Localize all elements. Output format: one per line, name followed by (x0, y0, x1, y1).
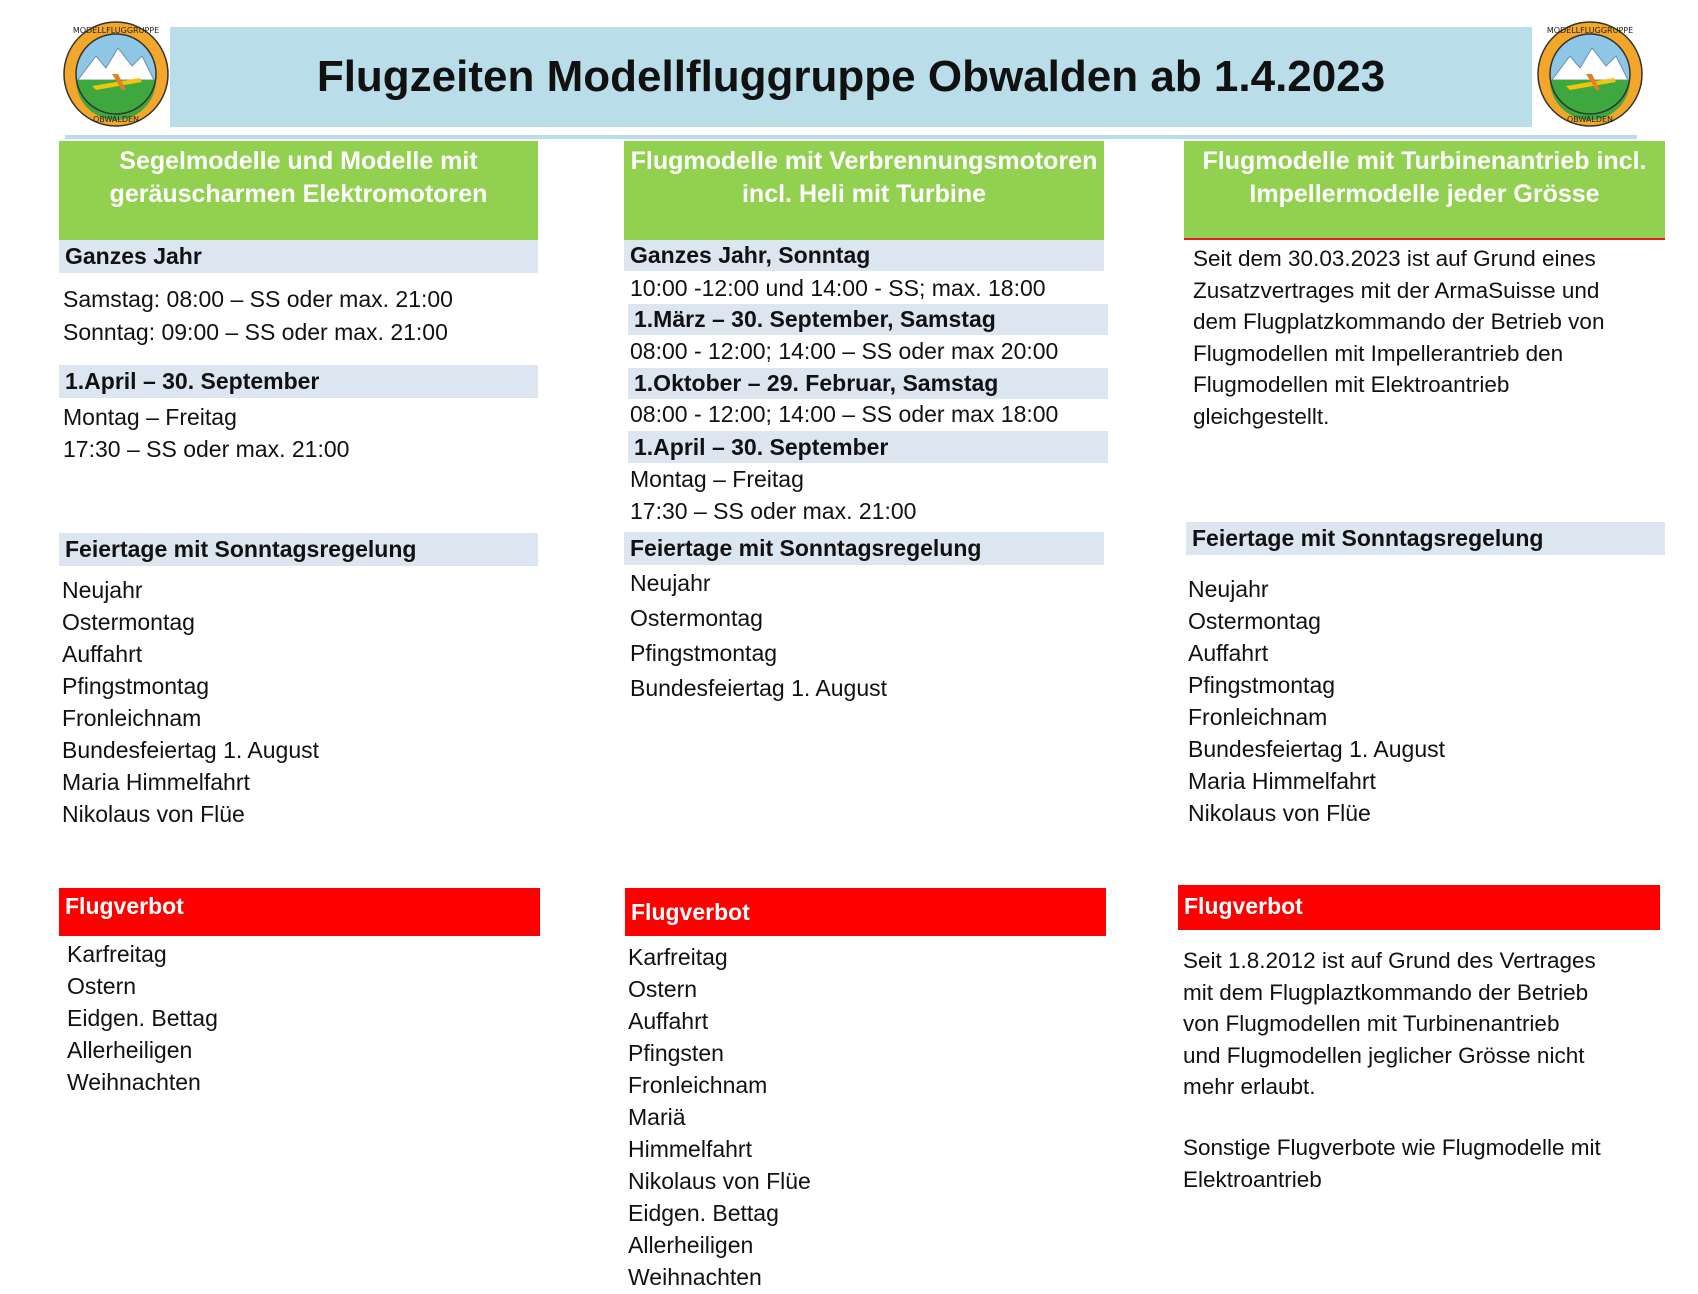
title-divider (65, 135, 1637, 139)
list-item: Neujahr (62, 577, 143, 603)
list-item: Auffahrt (62, 641, 143, 667)
col1-year-line-2: Sonntag: 09:00 – SS oder max. 21:00 (63, 319, 448, 345)
list-item: Ostermontag (1188, 608, 1321, 634)
list-item: Fronleichnam (1188, 704, 1328, 730)
col2-section-sunday-title: Ganzes Jahr, Sonntag (624, 240, 1104, 271)
list-item: Bundesfeiertag 1. August (630, 675, 888, 701)
col1-year-line-1: Samstag: 08:00 – SS oder max. 21:00 (63, 286, 453, 312)
col2-weekday-line-2: 17:30 – SS oder max. 21:00 (630, 498, 917, 524)
list-item: Bundesfeiertag 1. August (1188, 736, 1446, 762)
list-item: Nikolaus von Flüe (1188, 800, 1371, 826)
col1-holidays-title: Feiertage mit Sonntagsregelung (59, 533, 538, 566)
col2-header: Flugmodelle mit Verbrennungsmotoren incl. Heli mit Turbine (624, 141, 1104, 240)
club-logo-left (62, 20, 170, 128)
text-line: Flugmodellen mit Impellerantrieb den (1193, 340, 1564, 366)
text-line: und Flugmodellen jeglicher Grösse nicht (1183, 1042, 1585, 1068)
club-logo-right (1536, 20, 1644, 128)
list-item: Ostern (67, 973, 137, 999)
col2-ban-list (628, 941, 811, 1293)
text-line: Sonstige Flugverbote wie Flugmodelle mit (1183, 1135, 1601, 1160)
list-item: Karfreitag (628, 944, 728, 970)
list-item: Maria Himmelfahrt (62, 769, 250, 795)
text-line: Seit 1.8.2012 ist auf Grund des Vertrages (1183, 948, 1596, 973)
text-line: gleichgestellt. (1193, 403, 1330, 429)
list-item: Auffahrt (628, 1008, 709, 1034)
list-item: Eidgen. Bettag (67, 1005, 218, 1031)
text-line: von Flugmodellen mit Turbinenantrieb (1183, 1011, 1560, 1037)
list-item: Auffahrt (1188, 640, 1269, 666)
list-item: Mariä (628, 1104, 686, 1130)
col2-section-weekday-title: 1.April – 30. September (628, 431, 1108, 463)
col3-header: Flugmodelle mit Turbinenantrieb incl. Impellermodelle jeder Grösse (1184, 141, 1665, 240)
list-item: Pfingstmontag (62, 673, 210, 699)
col3-holidays-list (1188, 573, 1445, 829)
text-line: Elektroantrieb (1183, 1166, 1322, 1192)
logo-bottom-text: OBWALDEN (92, 115, 140, 124)
list-item: Allerheiligen (628, 1232, 754, 1258)
list-item: Ostern (628, 976, 698, 1002)
list-item: Himmelfahrt (628, 1136, 752, 1162)
col1-summer-line-1: Montag – Freitag (63, 404, 237, 430)
list-item: Fronleichnam (62, 705, 202, 731)
text-line: dem Flugplatzkommando der Betrieb von (1193, 309, 1605, 335)
col1-header: Segelmodelle und Modelle mit geräuscharmen Elektromotoren (59, 141, 538, 240)
col3-ban-text-2 (1183, 1132, 1663, 1195)
col2-weekday-line-1: Montag – Freitag (630, 466, 804, 492)
list-item: Neujahr (1188, 576, 1269, 602)
text-line: Flugmodellen mit Elektroantrieb (1193, 372, 1510, 398)
list-item: Pfingstmontag (630, 640, 778, 666)
col2-winter-saturday-line: 08:00 - 12:00; 14:00 – SS oder max 18:00 (630, 401, 1059, 427)
col1-section-summer-title: 1.April – 30. September (59, 365, 538, 398)
text-line: Seit dem 30.03.2023 ist auf Grund eines (1193, 246, 1596, 271)
col1-holidays-list (62, 574, 319, 830)
logo-top-text: MODELLFLUGGRUPPE (1546, 26, 1634, 35)
text-line: mehr erlaubt. (1183, 1074, 1316, 1100)
col2-section-summer-saturday-title: 1.März – 30. September, Samstag (628, 304, 1108, 335)
list-item: Nikolaus von Flüe (62, 801, 245, 827)
col1-section-year-title: Ganzes Jahr (59, 240, 538, 273)
col3-holidays-title: Feiertage mit Sonntagsregelung (1186, 522, 1665, 555)
text-line: Zusatzvertrages mit der ArmaSuisse und (1193, 277, 1600, 303)
col1-summer-line-2: 17:30 – SS oder max. 21:00 (63, 436, 350, 462)
col1-ban-list (67, 938, 218, 1098)
list-item: Karfreitag (67, 941, 167, 967)
list-item: Weihnachten (628, 1264, 762, 1290)
list-item: Neujahr (630, 570, 711, 596)
list-item: Allerheiligen (67, 1037, 193, 1063)
logo-bottom-text: OBWALDEN (1566, 115, 1614, 124)
col2-sunday-line: 10:00 -12:00 und 14:00 - SS; max. 18:00 (630, 275, 1046, 301)
col2-summer-saturday-line: 08:00 - 12:00; 14:00 – SS oder max 20:00 (630, 338, 1059, 364)
text-line: mit dem Flugplaztkommando der Betrieb (1183, 979, 1589, 1005)
list-item: Pfingstmontag (1188, 672, 1336, 698)
list-item: Fronleichnam (628, 1072, 768, 1098)
col2-holidays-title: Feiertage mit Sonntagsregelung (624, 532, 1104, 565)
list-item: Ostermontag (62, 609, 195, 635)
list-item: Eidgen. Bettag (628, 1200, 779, 1226)
col1-flight-ban-title: Flugverbot (59, 888, 540, 936)
col3-intro-text (1193, 243, 1653, 433)
list-item: Bundesfeiertag 1. August (62, 737, 320, 763)
list-item: Ostermontag (630, 605, 763, 631)
page-title: Flugzeiten Modellfluggruppe Obwalden ab 1.4.2023 (170, 27, 1532, 127)
list-item: Pfingsten (628, 1040, 724, 1066)
col3-ban-text (1183, 945, 1663, 1103)
col2-holidays-list (630, 566, 887, 706)
col2-flight-ban-title: Flugverbot (625, 888, 1106, 936)
list-item: Nikolaus von Flüe (628, 1168, 811, 1194)
logo-top-text: MODELLFLUGGRUPPE (72, 26, 160, 35)
col3-flight-ban-title: Flugverbot (1178, 885, 1660, 930)
list-item: Weihnachten (67, 1069, 201, 1095)
list-item: Maria Himmelfahrt (1188, 768, 1376, 794)
col2-section-winter-saturday-title: 1.Oktober – 29. Februar, Samstag (628, 368, 1108, 399)
